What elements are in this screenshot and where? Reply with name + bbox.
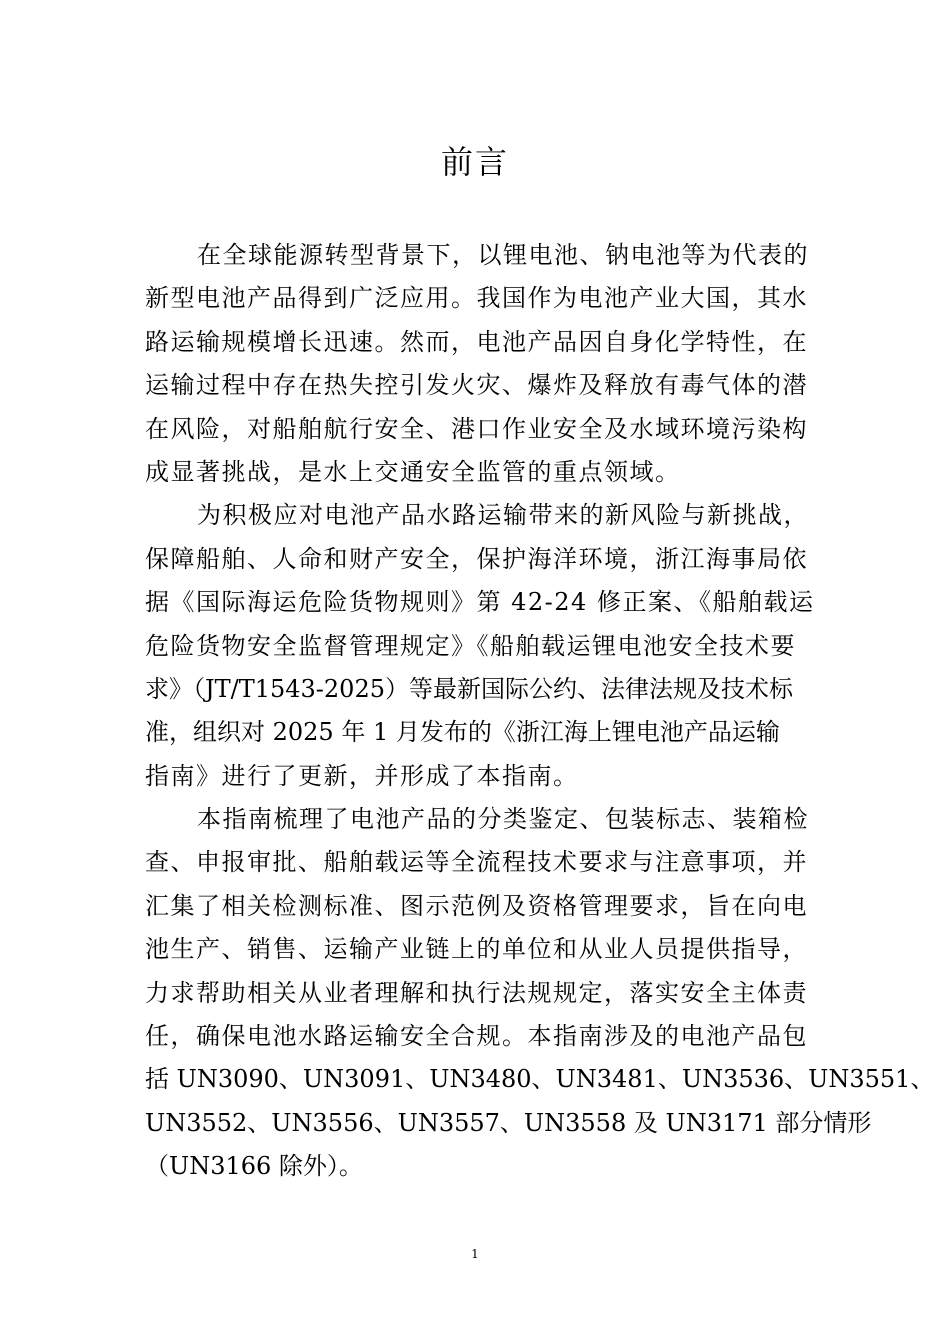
paragraph-1-line-1: 在全球能源转型背景下，以锂电池、钠电池等为代表的 — [197, 241, 809, 269]
paragraph-3-line-8: UN3552、UN3556、UN3557、UN3558 及 UN3171 部分情形 — [145, 1108, 872, 1137]
paragraph-2-line-4: 危险货物安全监督管理规定》《船舶载运锂电池安全技术要 — [145, 631, 796, 660]
paragraph-2-line-2: 保障船舶、人命和财产安全，保护海洋环境，浙江海事局依 — [145, 544, 808, 573]
paragraph-2-line-6: 准，组织对 2025 年 1 月发布的《浙江海上锂电池产品运输 — [145, 718, 780, 747]
paragraph-2-line-3: 据《国际海运危险货物规则》第 42-24 修正案、《船舶载运 — [145, 588, 815, 617]
paragraph-2-line-1: 为积极应对电池产品水路运输带来的新风险与新挑战， — [197, 501, 809, 530]
paragraph-3-line-6: 任，确保电池水路运输安全合规。本指南涉及的电池产品包 — [145, 1022, 808, 1051]
paragraph-3-line-7: 括 UN3090、UN3091、UN3480、UN3481、UN3536、UN3551、 — [145, 1065, 935, 1094]
paragraph-3-line-4: 池生产、销售、运输产业链上的单位和从业人员提供指导， — [145, 935, 808, 964]
paragraph-1-line-3: 路运输规模增长迅速。然而，电池产品因自身化学特性，在 — [145, 327, 808, 356]
paragraph-2-line-5: 求》（JT/T1543-2025）等最新国际公约、法律法规及技术标 — [145, 674, 793, 703]
paragraph-3-line-5: 力求帮助相关从业者理解和执行法规规定，落实安全主体责 — [145, 978, 808, 1007]
paragraph-3-line-2: 查、申报审批、船舶载运等全流程技术要求与注意事项，并 — [145, 848, 808, 877]
page-title: 前言 — [440, 143, 509, 181]
paragraph-1-line-2: 新型电池产品得到广泛应用。我国作为电池产业大国，其水 — [145, 284, 808, 313]
paragraph-3-line-9: （UN3166 除外）。 — [145, 1152, 363, 1181]
paragraph-1-line-5: 在风险，对船舶航行安全、港口作业安全及水域环境污染构 — [145, 414, 808, 443]
paragraph-2-line-7: 指南》进行了更新，并形成了本指南。 — [145, 761, 579, 790]
paragraph-1-line-4: 运输过程中存在热失控引发火灾、爆炸及释放有毒气体的潜 — [145, 371, 808, 400]
paragraph-3-line-3: 汇集了相关检测标准、图示范例及资格管理要求，旨在向电 — [145, 891, 808, 920]
document-body — [145, 234, 935, 1189]
paragraph-3-line-1: 本指南梳理了电池产品的分类鉴定、包装标志、装箱检 — [197, 805, 809, 834]
page-number: 1 — [471, 1247, 479, 1261]
paragraph-1-line-6: 成显著挑战，是水上交通安全监管的重点领域。 — [145, 457, 681, 486]
